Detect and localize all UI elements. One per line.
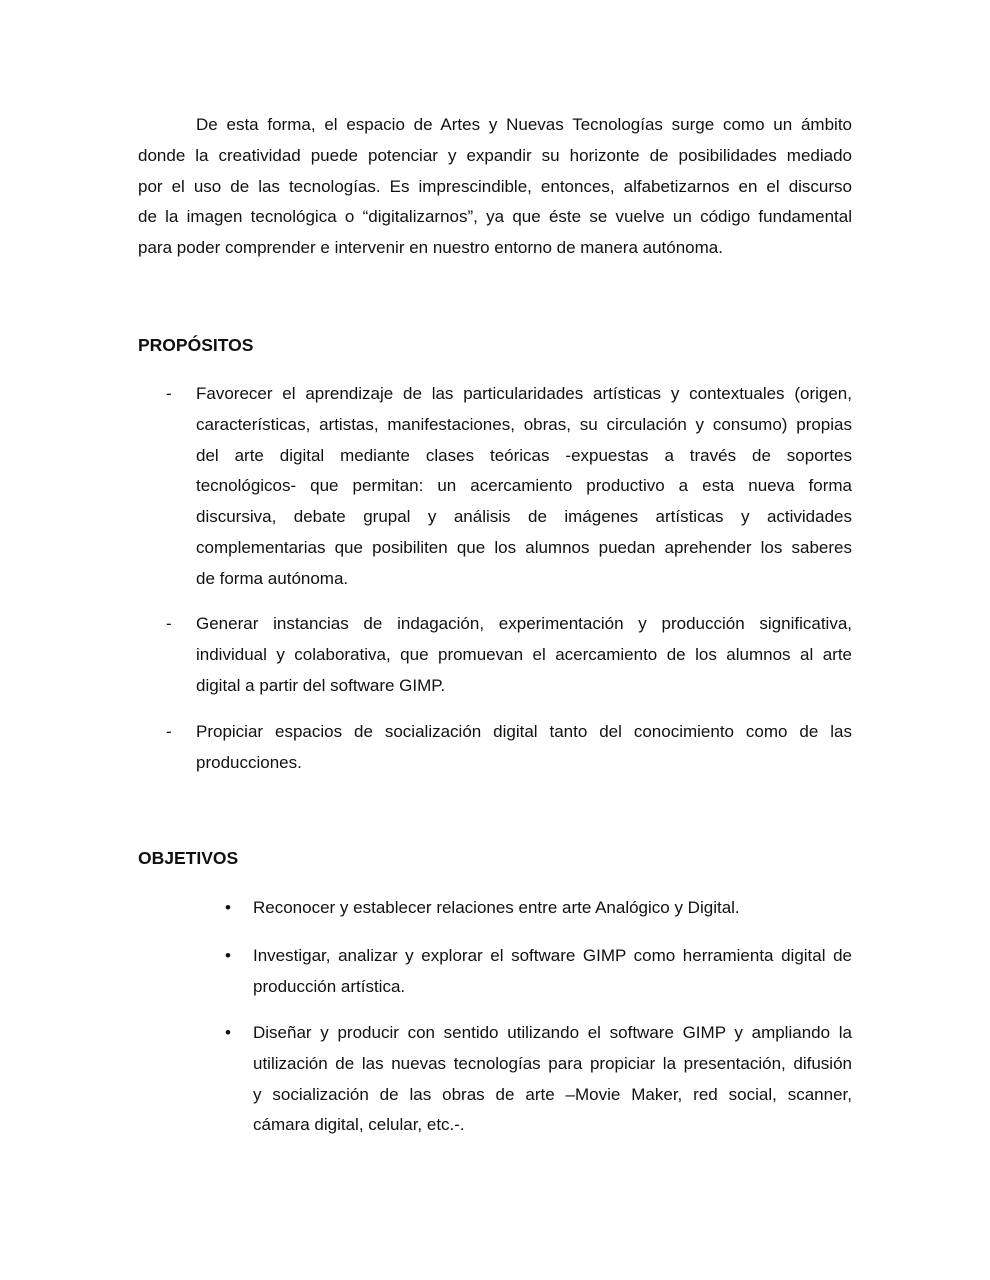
text-line: De esta forma, el espacio de Artes y Nuevas Tecnologías surge como un ámbito [196, 115, 852, 134]
text-line: Generar instancias de indagación, experimentación y producción significativa, [196, 614, 852, 633]
list-item-text [253, 941, 852, 1003]
text-line: discursiva, debate grupal y análisis de imágenes artísticas y actividades [196, 507, 852, 527]
text-line: tecnológicos- que permitan: un acercamiento productivo a esta nueva forma [196, 476, 852, 496]
list-item-text [196, 379, 852, 595]
text-line: Propiciar espacios de socialización digital tanto del conocimiento como de las [196, 722, 852, 741]
text-line: digital a partir del software GIMP. [196, 675, 446, 695]
intro-paragraph [138, 110, 852, 264]
text-line: Reconocer y establecer relaciones entre arte Analógico y Digital. [253, 898, 740, 917]
text-line: individual y colaborativa, que promuevan el acercamiento de los alumnos al arte [196, 644, 852, 664]
bullet-icon: • [225, 898, 231, 917]
text-line: por el uso de las tecnologías. Es imprescindible, entonces, alfabetizarnos en el discurso [138, 176, 852, 196]
text-line: donde la creatividad puede potenciar y expandir su horizonte de posibilidades mediado [138, 145, 852, 165]
dash-marker: - [166, 614, 172, 633]
text-line: y socialización de las obras de arte –Movie Maker, red social, scanner, [253, 1084, 852, 1104]
list-item-text [253, 1018, 852, 1141]
dash-marker: - [166, 722, 172, 741]
list-item-text [196, 609, 852, 701]
dash-marker: - [166, 384, 172, 403]
list-item-text [253, 893, 852, 924]
text-line: producción artística. [253, 976, 406, 996]
list-item-text [196, 717, 852, 779]
bullet-icon: • [225, 1023, 231, 1042]
text-line: de forma autónoma. [196, 568, 349, 588]
bullet-icon: • [225, 946, 231, 965]
text-line: producciones. [196, 752, 302, 772]
text-line: para poder comprender e intervenir en nuestro entorno de manera autónoma. [138, 238, 723, 258]
text-line: Diseñar y producir con sentido utilizando el software GIMP y ampliando la [253, 1023, 852, 1042]
text-line: características, artistas, manifestaciones, obras, su circulación y consumo) propias [196, 414, 852, 434]
propositos-heading: PROPÓSITOS [138, 335, 254, 355]
text-line: cámara digital, celular, etc.-. [253, 1115, 465, 1135]
text-line: Investigar, analizar y explorar el software GIMP como herramienta digital de [253, 946, 852, 965]
text-line: utilización de las nuevas tecnologías para propiciar la presentación, difusión [253, 1053, 852, 1073]
text-line: Favorecer el aprendizaje de las particularidades artísticas y contextuales (origen, [196, 384, 852, 403]
text-line: de la imagen tecnológica o “digitalizarnos”, ya que éste se vuelve un código fundamental [138, 207, 852, 227]
objetivos-heading: OBJETIVOS [138, 848, 239, 868]
text-line: complementarias que posibiliten que los alumnos puedan aprehender los saberes [196, 537, 852, 557]
text-line: del arte digital mediante clases teóricas -expuestas a través de soportes [196, 445, 852, 465]
